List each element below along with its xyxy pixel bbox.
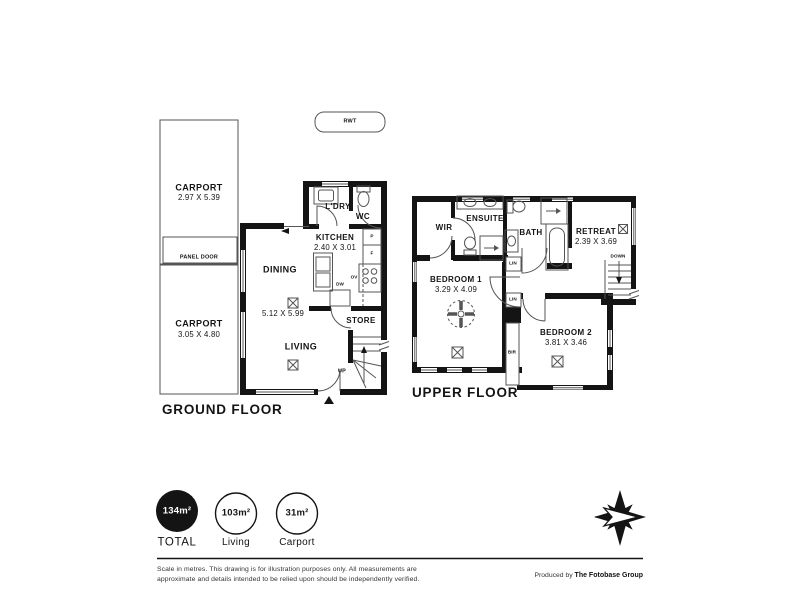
cooktop-icon [359,264,381,292]
carport2-name: CARPORT [175,318,223,329]
carport2-dim: 3.05 X 4.80 [177,330,221,340]
wc-label: WC [355,212,371,221]
ground-floor-title: GROUND FLOOR [162,402,283,417]
linen-top-label: LIN [509,260,517,266]
producer-prefix: Produced by [534,572,575,579]
carport-area-label: Carport [279,537,315,548]
compass-north-letter: N [601,513,611,521]
carport1-dim: 2.97 X 5.39 [177,193,221,203]
north-compass-icon [594,490,646,546]
panel-door-label: PANEL DOOR [179,254,219,261]
carport1-name: CARPORT [175,182,223,193]
pantry-label: P [370,233,374,239]
kitchen-dim: 2.40 X 3.01 [313,243,357,253]
living-label: LIVING [284,341,318,352]
total-area-value: 134m² [162,505,192,517]
stairs-down-label: DOWN [610,253,626,259]
ground-area-dim: 5.12 X 5.99 [261,309,305,319]
living-area-value: 103m² [221,507,251,519]
bedroom2-dim: 3.81 X 3.46 [544,338,588,348]
dining-label: DINING [263,264,297,275]
stairs-up-label: UP [337,368,347,375]
bath-label: BATH [519,228,543,237]
ensuite-label: ENSUITE [466,214,504,223]
laundry-label: L'DRY [325,202,351,211]
dishwasher-icon [330,290,350,306]
fridge-label: F [370,250,374,256]
dishwasher-label: DW [336,281,344,287]
bedroom2-door-arc [523,299,545,321]
wir-label: WIR [435,223,453,232]
store-label: STORE [346,316,376,325]
robe-label: BIR [507,349,517,355]
living-area-label: Living [222,537,250,548]
disclaimer-text: Scale in metres. This drawing is for illustration purposes only. All measurements are approximate and details intended to be relied upon should be independently verified. [157,566,420,583]
stairs-up-icon [353,337,381,388]
total-area-label: TOTAL [157,536,197,549]
bedroom1-name: BEDROOM 1 [429,275,483,284]
entry-marker-icon [324,396,334,404]
bedroom2-name: BEDROOM 2 [539,328,593,337]
producer-credit [534,572,643,579]
rwt-label: RWT [343,118,357,125]
linen-mid-label: LIN [509,296,517,302]
kitchen-name: KITCHEN [315,233,355,242]
retreat-name: RETREAT [576,227,616,236]
bath-door-arc [522,248,547,273]
bedroom1-dim: 3.29 X 4.09 [434,285,478,295]
ceiling-fan-icon [448,301,475,328]
oven-label: OV [350,274,358,280]
wir-door-arc [430,236,452,258]
carport-area-value: 31m² [285,507,309,519]
toilet-icon [465,237,476,249]
retreat-dim: 2.39 X 3.69 [574,237,618,247]
upper-floor-title: UPPER FLOOR [412,385,519,400]
entry-door-arc [318,369,340,391]
producer-name: The Fotobase Group [574,572,643,579]
